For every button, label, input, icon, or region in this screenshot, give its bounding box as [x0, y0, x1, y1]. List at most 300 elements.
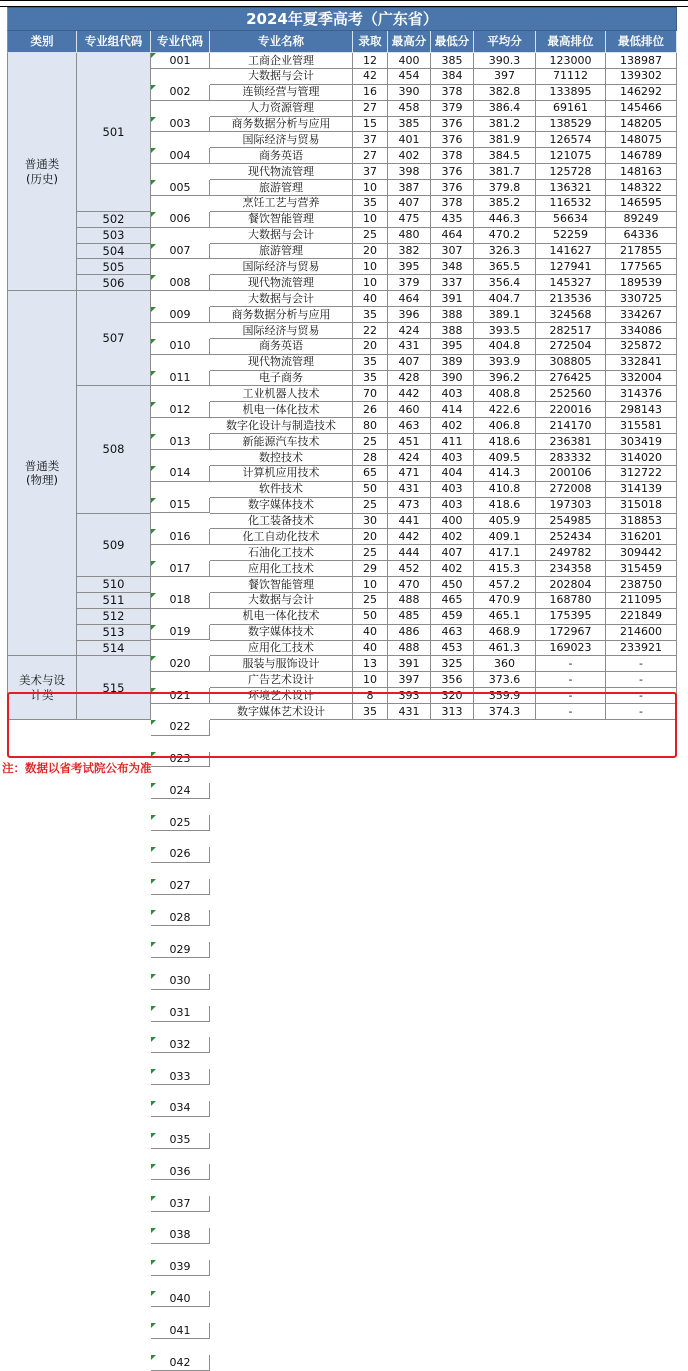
major-code-cell: 019: [151, 625, 210, 641]
avg-score-cell: 417.1: [474, 545, 536, 561]
min-rank-cell: 334086: [606, 323, 677, 339]
major-name-cell: 人力资源管理: [210, 101, 353, 117]
group-code-cell: 508: [77, 386, 151, 513]
min-rank-cell: 64336: [606, 228, 677, 244]
admitted-cell: 70: [353, 386, 388, 402]
admitted-cell: 80: [353, 418, 388, 434]
avg-score-cell: 418.6: [474, 434, 536, 450]
avg-score-cell: 457.2: [474, 577, 536, 593]
major-name-cell: 烹饪工艺与营养: [210, 196, 353, 212]
min-rank-cell: 211095: [606, 593, 677, 609]
max-rank-cell: 324568: [536, 307, 606, 323]
major-name-cell: 旅游管理: [210, 244, 353, 260]
major-code-cell: 042: [151, 1355, 210, 1371]
footnote: 注：数据以省考试院公布为准: [2, 761, 152, 775]
avg-score-cell: 415.3: [474, 561, 536, 577]
max-rank-cell: 202804: [536, 577, 606, 593]
max-score-cell: 401: [388, 132, 431, 148]
max-rank-cell: 272504: [536, 339, 606, 355]
major-name-cell: 化工自动化技术: [210, 529, 353, 545]
group-code-cell: 504: [77, 244, 151, 260]
min-rank-cell: -: [606, 656, 677, 672]
major-code-cell: 020: [151, 656, 210, 672]
max-score-cell: 475: [388, 212, 431, 228]
group-code-cell: 510: [77, 577, 151, 593]
major-code-cell: 010: [151, 339, 210, 355]
min-score-cell: 465: [431, 593, 474, 609]
major-name-cell: 现代物流管理: [210, 164, 353, 180]
min-score-cell: 407: [431, 545, 474, 561]
max-rank-cell: 56634: [536, 212, 606, 228]
major-name-cell: 工业机器人技术: [210, 386, 353, 402]
max-score-cell: 387: [388, 180, 431, 196]
min-rank-cell: 309442: [606, 545, 677, 561]
min-rank-cell: 148205: [606, 117, 677, 133]
max-rank-cell: 52259: [536, 228, 606, 244]
group-code-cell: 509: [77, 514, 151, 578]
min-rank-cell: 315581: [606, 418, 677, 434]
major-code-cell: 032: [151, 1037, 210, 1053]
avg-score-cell: 396.2: [474, 371, 536, 387]
max-score-cell: 460: [388, 402, 431, 418]
major-name-cell: 现代物流管理: [210, 275, 353, 291]
major-code-cell: 040: [151, 1291, 210, 1307]
avg-score-cell: 446.3: [474, 212, 536, 228]
avg-score-cell: 360: [474, 656, 536, 672]
major-code-cell: 022: [151, 720, 210, 736]
header-max-score: 最高分: [388, 31, 431, 53]
min-score-cell: 450: [431, 577, 474, 593]
major-name-cell: 新能源汽车技术: [210, 434, 353, 450]
min-score-cell: 313: [431, 704, 474, 720]
avg-score-cell: 365.5: [474, 259, 536, 275]
admitted-cell: 25: [353, 228, 388, 244]
group-code-cell: 506: [77, 275, 151, 291]
major-name-cell: 环境艺术设计: [210, 688, 353, 704]
admitted-cell: 42: [353, 69, 388, 85]
major-code-cell: 013: [151, 434, 210, 450]
min-rank-cell: 330725: [606, 291, 677, 307]
max-rank-cell: 200106: [536, 466, 606, 482]
major-name-cell: 石油化工技术: [210, 545, 353, 561]
min-score-cell: 395: [431, 339, 474, 355]
min-rank-cell: 303419: [606, 434, 677, 450]
min-score-cell: 376: [431, 180, 474, 196]
admitted-cell: 37: [353, 132, 388, 148]
min-rank-cell: 139302: [606, 69, 677, 85]
avg-score-cell: 418.6: [474, 498, 536, 514]
major-code-cell: 016: [151, 529, 210, 545]
major-name-cell: 商务数据分析与应用: [210, 117, 353, 133]
max-rank-cell: 133895: [536, 85, 606, 101]
min-rank-cell: 89249: [606, 212, 677, 228]
max-score-cell: 488: [388, 641, 431, 657]
avg-score-cell: 406.8: [474, 418, 536, 434]
major-name-cell: 计算机应用技术: [210, 466, 353, 482]
major-name-cell: 数字媒体技术: [210, 625, 353, 641]
max-rank-cell: 220016: [536, 402, 606, 418]
max-score-cell: 395: [388, 259, 431, 275]
min-rank-cell: -: [606, 688, 677, 704]
min-score-cell: 376: [431, 117, 474, 133]
avg-score-cell: 393.5: [474, 323, 536, 339]
admitted-cell: 29: [353, 561, 388, 577]
major-name-cell: 应用化工技术: [210, 641, 353, 657]
major-name-cell: 旅游管理: [210, 180, 353, 196]
major-name-cell: 电子商务: [210, 371, 353, 387]
min-rank-cell: 314376: [606, 386, 677, 402]
max-score-cell: 398: [388, 164, 431, 180]
min-rank-cell: 217855: [606, 244, 677, 260]
min-score-cell: 390: [431, 371, 474, 387]
min-score-cell: 403: [431, 498, 474, 514]
header-group-code: 专业组代码: [77, 31, 151, 53]
max-rank-cell: 169023: [536, 641, 606, 657]
admitted-cell: 20: [353, 244, 388, 260]
max-score-cell: 379: [388, 275, 431, 291]
admitted-cell: 25: [353, 498, 388, 514]
admitted-cell: 22: [353, 323, 388, 339]
admitted-cell: 35: [353, 196, 388, 212]
max-score-cell: 458: [388, 101, 431, 117]
major-code-cell: 002: [151, 85, 210, 101]
header-min-rank: 最低排位: [606, 31, 677, 53]
header-admitted: 录取: [353, 31, 388, 53]
major-name-cell: 数字媒体技术: [210, 498, 353, 514]
admitted-cell: 12: [353, 53, 388, 69]
min-rank-cell: 298143: [606, 402, 677, 418]
max-rank-cell: 127941: [536, 259, 606, 275]
min-score-cell: 325: [431, 656, 474, 672]
major-name-cell: 大数据与会计: [210, 593, 353, 609]
avg-score-cell: 359.9: [474, 688, 536, 704]
max-rank-cell: 252434: [536, 529, 606, 545]
admitted-cell: 35: [353, 371, 388, 387]
major-name-cell: 连锁经营与管理: [210, 85, 353, 101]
admitted-cell: 20: [353, 339, 388, 355]
avg-score-cell: 385.2: [474, 196, 536, 212]
max-score-cell: 451: [388, 434, 431, 450]
category-cell: 普通类 (物理): [7, 291, 77, 656]
major-code-cell: 017: [151, 561, 210, 577]
max-score-cell: 485: [388, 609, 431, 625]
avg-score-cell: 409.5: [474, 450, 536, 466]
major-name-cell: 机电一体化技术: [210, 609, 353, 625]
min-score-cell: 356: [431, 672, 474, 688]
major-name-cell: 商务英语: [210, 148, 353, 164]
max-rank-cell: 252560: [536, 386, 606, 402]
major-code-cell: 038: [151, 1228, 210, 1244]
admitted-cell: 25: [353, 434, 388, 450]
min-score-cell: 411: [431, 434, 474, 450]
major-code-cell: 021: [151, 688, 210, 704]
min-rank-cell: 238750: [606, 577, 677, 593]
min-score-cell: 376: [431, 132, 474, 148]
avg-score-cell: 356.4: [474, 275, 536, 291]
max-score-cell: 454: [388, 69, 431, 85]
min-rank-cell: 145466: [606, 101, 677, 117]
min-score-cell: 389: [431, 355, 474, 371]
avg-score-cell: 468.9: [474, 625, 536, 641]
max-rank-cell: 121075: [536, 148, 606, 164]
admitted-cell: 25: [353, 593, 388, 609]
min-score-cell: 403: [431, 450, 474, 466]
major-code-cell: 035: [151, 1133, 210, 1149]
max-score-cell: 424: [388, 323, 431, 339]
avg-score-cell: 384.5: [474, 148, 536, 164]
min-rank-cell: 315459: [606, 561, 677, 577]
major-code-cell: 007: [151, 244, 210, 260]
max-score-cell: 407: [388, 196, 431, 212]
min-score-cell: 400: [431, 514, 474, 530]
top-border-line: [0, 0, 688, 7]
max-score-cell: 463: [388, 418, 431, 434]
avg-score-cell: 408.8: [474, 386, 536, 402]
group-code-cell: 511: [77, 593, 151, 609]
admitted-cell: 13: [353, 656, 388, 672]
max-score-cell: 471: [388, 466, 431, 482]
max-score-cell: 393: [388, 688, 431, 704]
admitted-cell: 10: [353, 577, 388, 593]
max-rank-cell: 308805: [536, 355, 606, 371]
avg-score-cell: 422.6: [474, 402, 536, 418]
admitted-cell: 20: [353, 529, 388, 545]
major-name-cell: 机电一体化技术: [210, 402, 353, 418]
major-code-cell: 036: [151, 1164, 210, 1180]
min-rank-cell: 148322: [606, 180, 677, 196]
major-code-cell: 003: [151, 117, 210, 133]
admitted-cell: 10: [353, 212, 388, 228]
admitted-cell: 27: [353, 148, 388, 164]
admitted-cell: 10: [353, 275, 388, 291]
min-rank-cell: 148163: [606, 164, 677, 180]
min-rank-cell: 334267: [606, 307, 677, 323]
avg-score-cell: 373.6: [474, 672, 536, 688]
major-code-cell: 011: [151, 371, 210, 387]
min-score-cell: 320: [431, 688, 474, 704]
min-rank-cell: 314020: [606, 450, 677, 466]
avg-score-cell: 405.9: [474, 514, 536, 530]
major-name-cell: 大数据与会计: [210, 69, 353, 85]
max-rank-cell: 283332: [536, 450, 606, 466]
max-rank-cell: 136321: [536, 180, 606, 196]
max-rank-cell: 126574: [536, 132, 606, 148]
min-rank-cell: 177565: [606, 259, 677, 275]
min-rank-cell: 214600: [606, 625, 677, 641]
admitted-cell: 37: [353, 164, 388, 180]
max-score-cell: 382: [388, 244, 431, 260]
max-score-cell: 431: [388, 704, 431, 720]
major-code-cell: 027: [151, 879, 210, 895]
avg-score-cell: 409.1: [474, 529, 536, 545]
max-score-cell: 402: [388, 148, 431, 164]
max-rank-cell: 145327: [536, 275, 606, 291]
min-rank-cell: 318853: [606, 514, 677, 530]
header-avg-score: 平均分: [474, 31, 536, 53]
max-rank-cell: 272008: [536, 482, 606, 498]
major-name-cell: 服装与服饰设计: [210, 656, 353, 672]
min-rank-cell: 233921: [606, 641, 677, 657]
major-code-cell: 005: [151, 180, 210, 196]
avg-score-cell: 390.3: [474, 53, 536, 69]
major-name-cell: 数字化设计与制造技术: [210, 418, 353, 434]
min-score-cell: 404: [431, 466, 474, 482]
admitted-cell: 10: [353, 180, 388, 196]
admitted-cell: 65: [353, 466, 388, 482]
major-name-cell: 餐饮智能管理: [210, 577, 353, 593]
max-score-cell: 441: [388, 514, 431, 530]
avg-score-cell: 386.4: [474, 101, 536, 117]
major-name-cell: 大数据与会计: [210, 228, 353, 244]
max-rank-cell: -: [536, 672, 606, 688]
min-score-cell: 307: [431, 244, 474, 260]
major-name-cell: 国际经济与贸易: [210, 259, 353, 275]
group-code-cell: 507: [77, 291, 151, 386]
max-score-cell: 470: [388, 577, 431, 593]
max-rank-cell: 214170: [536, 418, 606, 434]
min-score-cell: 453: [431, 641, 474, 657]
admitted-cell: 40: [353, 641, 388, 657]
min-score-cell: 403: [431, 482, 474, 498]
min-score-cell: 348: [431, 259, 474, 275]
min-score-cell: 402: [431, 529, 474, 545]
min-rank-cell: 146789: [606, 148, 677, 164]
admitted-cell: 40: [353, 291, 388, 307]
avg-score-cell: 397: [474, 69, 536, 85]
major-code-cell: 024: [151, 783, 210, 799]
major-code-cell: 031: [151, 1006, 210, 1022]
major-name-cell: 工商企业管理: [210, 53, 353, 69]
admitted-cell: 10: [353, 259, 388, 275]
major-name-cell: 商务数据分析与应用: [210, 307, 353, 323]
avg-score-cell: 382.8: [474, 85, 536, 101]
group-code-cell: 501: [77, 53, 151, 212]
min-rank-cell: -: [606, 704, 677, 720]
max-score-cell: 442: [388, 529, 431, 545]
max-score-cell: 396: [388, 307, 431, 323]
major-code-cell: 018: [151, 593, 210, 609]
avg-score-cell: 393.9: [474, 355, 536, 371]
avg-score-cell: 461.3: [474, 641, 536, 657]
major-name-cell: 商务英语: [210, 339, 353, 355]
avg-score-cell: 470.2: [474, 228, 536, 244]
min-score-cell: 459: [431, 609, 474, 625]
max-rank-cell: -: [536, 656, 606, 672]
min-rank-cell: 146595: [606, 196, 677, 212]
min-score-cell: 378: [431, 196, 474, 212]
max-rank-cell: 236381: [536, 434, 606, 450]
avg-score-cell: 404.7: [474, 291, 536, 307]
min-score-cell: 378: [431, 85, 474, 101]
major-code-cell: 025: [151, 815, 210, 831]
max-score-cell: 480: [388, 228, 431, 244]
max-rank-cell: 234358: [536, 561, 606, 577]
min-score-cell: 388: [431, 307, 474, 323]
major-code-cell: 028: [151, 910, 210, 926]
max-rank-cell: 168780: [536, 593, 606, 609]
min-score-cell: 402: [431, 418, 474, 434]
avg-score-cell: 381.2: [474, 117, 536, 133]
header-max-rank: 最高排位: [536, 31, 606, 53]
max-score-cell: 428: [388, 371, 431, 387]
admitted-cell: 40: [353, 625, 388, 641]
admitted-cell: 35: [353, 307, 388, 323]
group-code-cell: 514: [77, 641, 151, 657]
max-rank-cell: 249782: [536, 545, 606, 561]
major-name-cell: 现代物流管理: [210, 355, 353, 371]
min-rank-cell: 148075: [606, 132, 677, 148]
max-rank-cell: -: [536, 688, 606, 704]
max-rank-cell: 172967: [536, 625, 606, 641]
header-major-code: 专业代码: [151, 31, 210, 53]
avg-score-cell: 374.3: [474, 704, 536, 720]
avg-score-cell: 326.3: [474, 244, 536, 260]
max-rank-cell: 141627: [536, 244, 606, 260]
group-code-cell: 515: [77, 656, 151, 720]
min-score-cell: 464: [431, 228, 474, 244]
min-score-cell: 388: [431, 323, 474, 339]
avg-score-cell: 379.8: [474, 180, 536, 196]
max-rank-cell: 254985: [536, 514, 606, 530]
min-rank-cell: 315018: [606, 498, 677, 514]
category-cell: 美术与设 计类: [7, 656, 77, 720]
max-rank-cell: -: [536, 704, 606, 720]
admitted-cell: 16: [353, 85, 388, 101]
admitted-cell: 8: [353, 688, 388, 704]
major-code-cell: 041: [151, 1323, 210, 1339]
group-code-cell: 512: [77, 609, 151, 625]
major-name-cell: 广告艺术设计: [210, 672, 353, 688]
max-score-cell: 452: [388, 561, 431, 577]
min-rank-cell: 312722: [606, 466, 677, 482]
admitted-cell: 27: [353, 101, 388, 117]
max-score-cell: 431: [388, 339, 431, 355]
min-score-cell: 435: [431, 212, 474, 228]
max-rank-cell: 123000: [536, 53, 606, 69]
min-score-cell: 378: [431, 148, 474, 164]
min-score-cell: 379: [431, 101, 474, 117]
avg-score-cell: 404.8: [474, 339, 536, 355]
max-rank-cell: 197303: [536, 498, 606, 514]
major-code-cell: 009: [151, 307, 210, 323]
min-score-cell: 385: [431, 53, 474, 69]
max-score-cell: 442: [388, 386, 431, 402]
max-rank-cell: 116532: [536, 196, 606, 212]
max-score-cell: 407: [388, 355, 431, 371]
min-rank-cell: 138987: [606, 53, 677, 69]
major-name-cell: 化工装备技术: [210, 514, 353, 530]
major-code-cell: 023: [151, 752, 210, 768]
max-score-cell: 488: [388, 593, 431, 609]
max-rank-cell: 125728: [536, 164, 606, 180]
min-score-cell: 414: [431, 402, 474, 418]
max-score-cell: 444: [388, 545, 431, 561]
min-rank-cell: 189539: [606, 275, 677, 291]
major-name-cell: 国际经济与贸易: [210, 323, 353, 339]
admitted-cell: 30: [353, 514, 388, 530]
major-code-cell: 001: [151, 53, 210, 69]
min-score-cell: 384: [431, 69, 474, 85]
major-name-cell: 数控技术: [210, 450, 353, 466]
avg-score-cell: 389.1: [474, 307, 536, 323]
major-name-cell: 应用化工技术: [210, 561, 353, 577]
avg-score-cell: 381.9: [474, 132, 536, 148]
major-code-cell: 006: [151, 212, 210, 228]
min-score-cell: 391: [431, 291, 474, 307]
header-category: 类别: [7, 31, 77, 53]
major-code-cell: 033: [151, 1069, 210, 1085]
max-score-cell: 397: [388, 672, 431, 688]
